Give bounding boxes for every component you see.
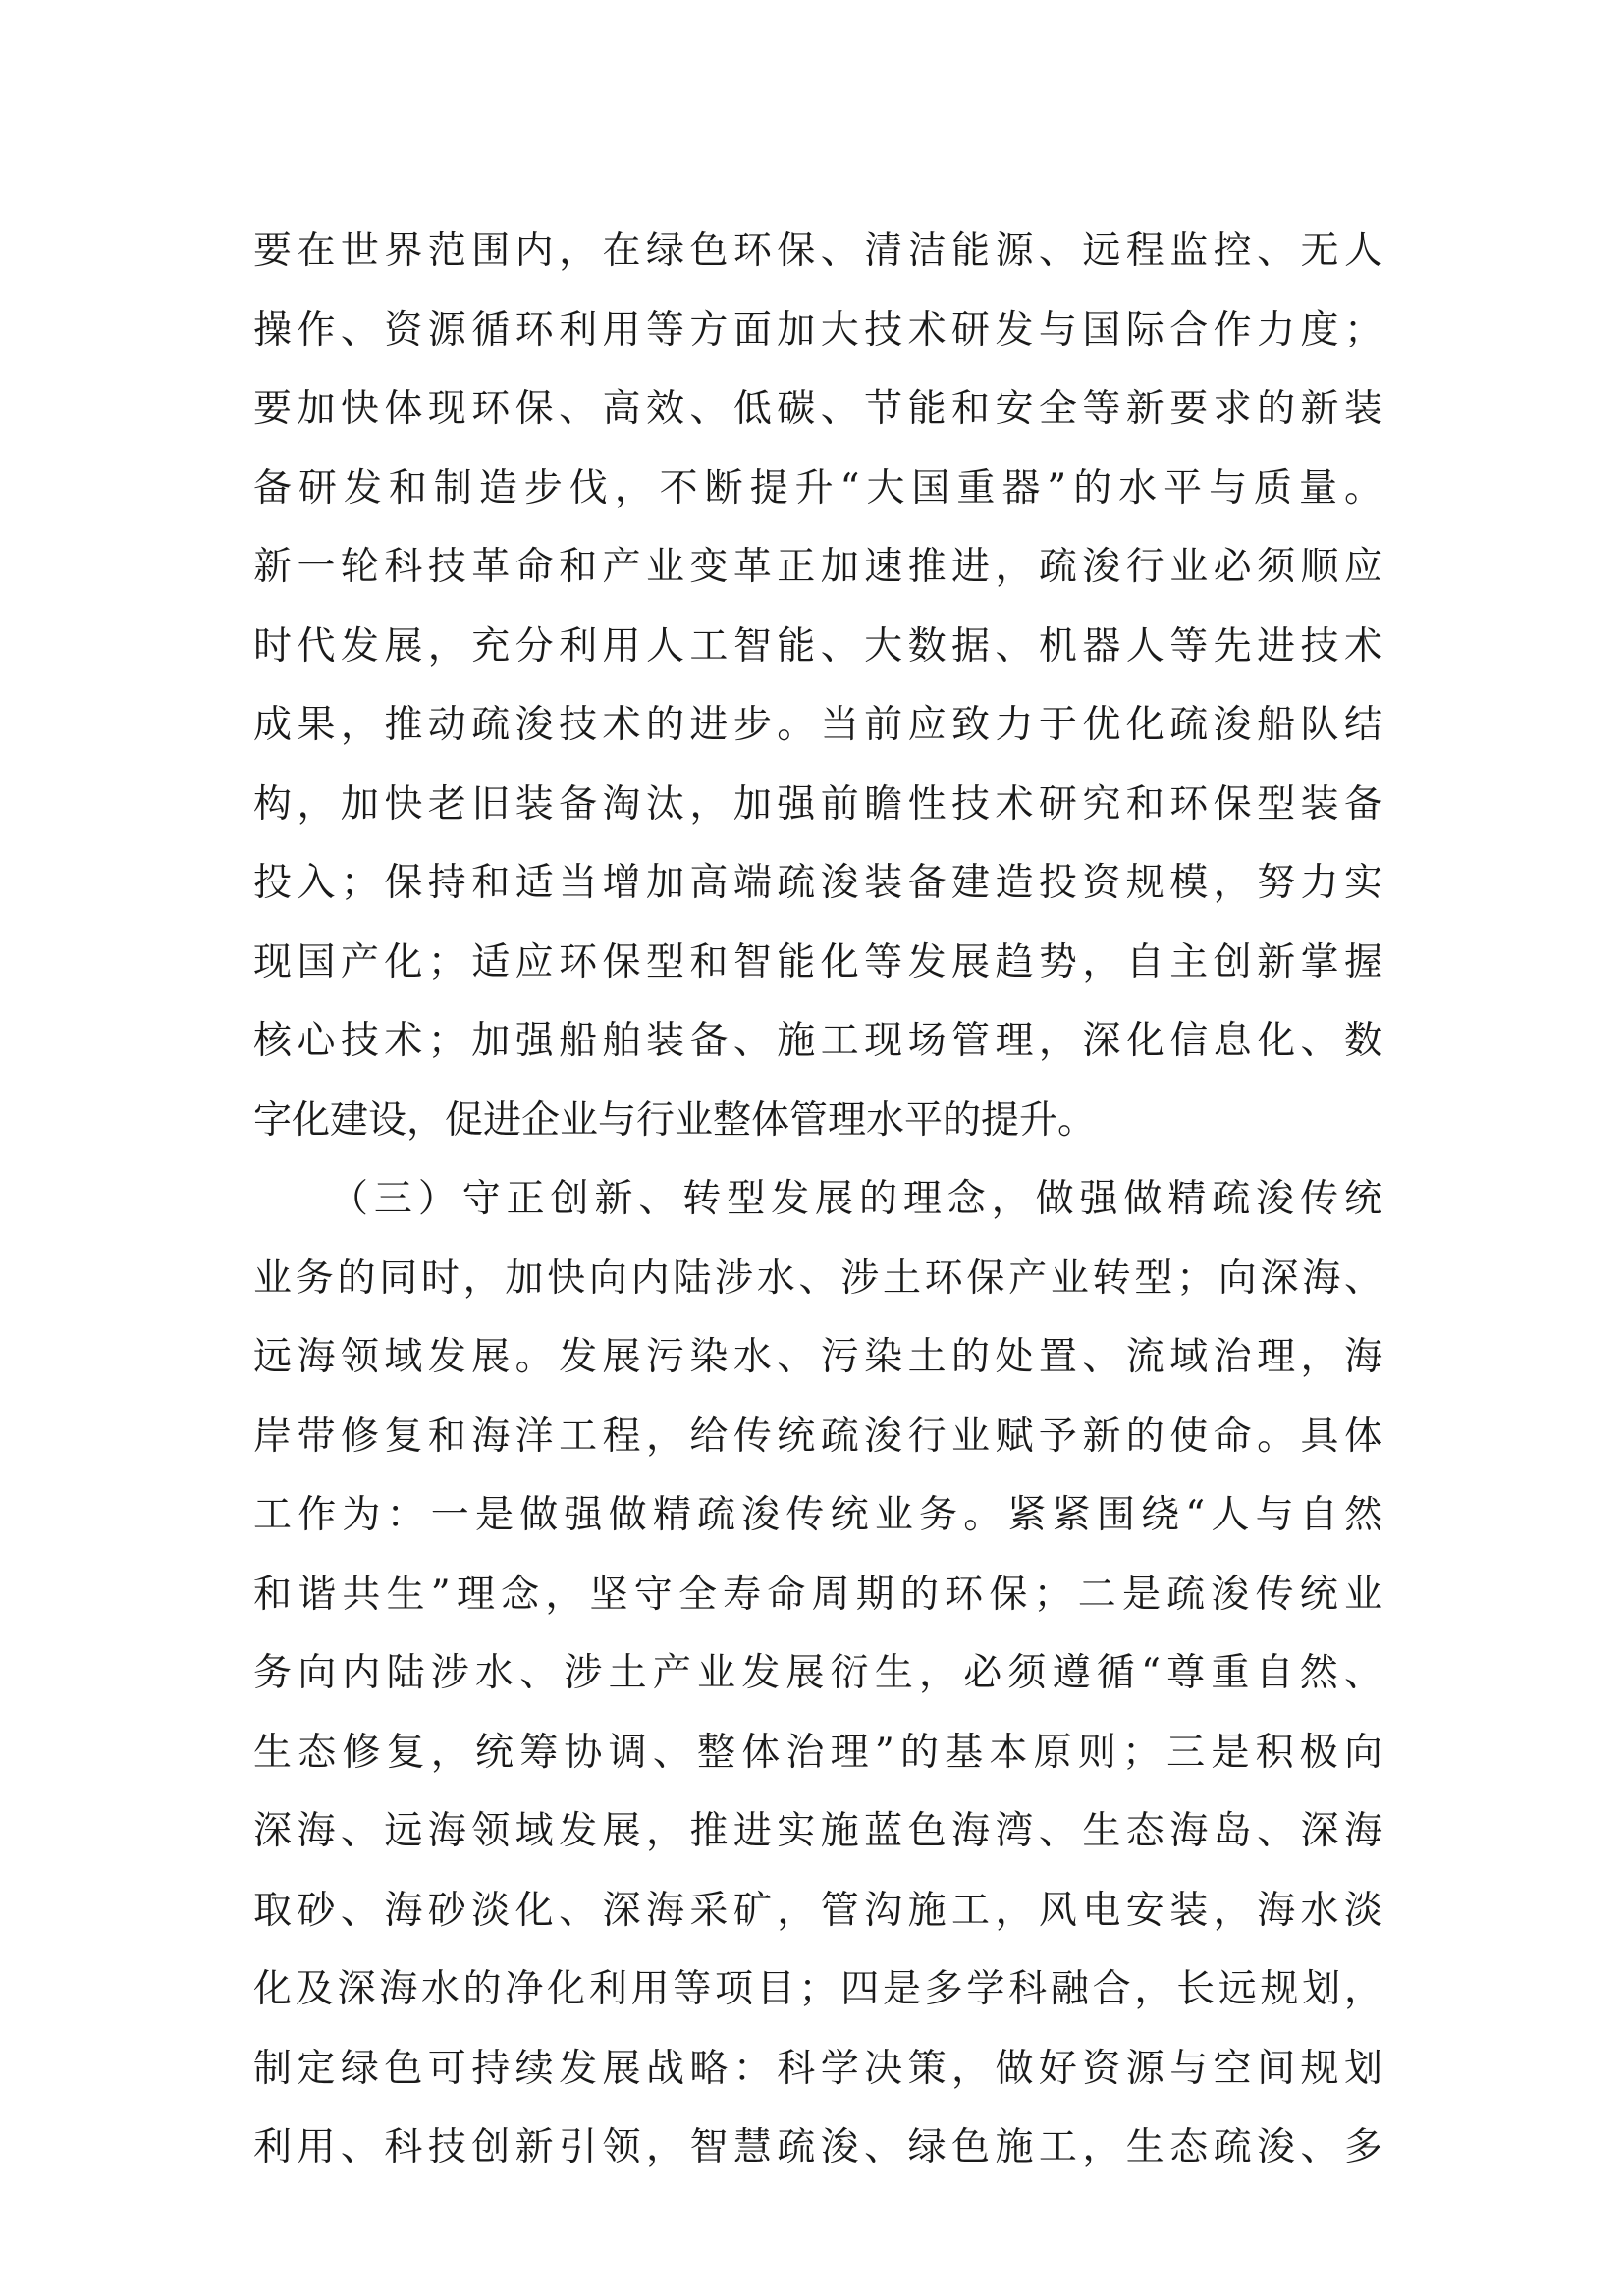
text-line: 取砂、海砂淡化、深海采矿，管沟施工，风电安装，海水淡 — [253, 1888, 1382, 1933]
text-line: 务向内陆涉水、涉土产业发展衍生，必须遵循“尊重自然、 — [253, 1651, 1382, 1695]
text-line: 岸带修复和海洋工程，给传统疏浚行业赋予新的使命。具体 — [253, 1414, 1382, 1459]
text-line: 备研发和制造步伐，不断提升“大国重器”的水平与质量。 — [253, 465, 1382, 510]
text-line: 核心技术；加强船舶装备、施工现场管理，深化信息化、数 — [253, 1019, 1382, 1063]
section-heading-line: （三）守正创新、转型发展的理念，做强做精疏浚传统 — [330, 1177, 1382, 1221]
body-text — [253, 212, 1382, 2188]
text-line: 深海、远海领域发展，推进实施蓝色海湾、生态海岛、深海 — [253, 1809, 1382, 1853]
text-line: 利用、科技创新引领，智慧疏浚、绿色施工，生态疏浚、多 — [253, 2125, 1382, 2169]
text-line: 工作为：一是做强做精疏浚传统业务。紧紧围绕“人与自然 — [253, 1493, 1382, 1537]
text-line: 要在世界范围内，在绿色环保、清洁能源、远程监控、无人 — [253, 229, 1382, 273]
text-line: 远海领域发展。发展污染水、污染土的处置、流域治理，海 — [253, 1335, 1382, 1379]
text-line: 要加快体现环保、高效、低碳、节能和安全等新要求的新装 — [253, 387, 1382, 431]
text-line: 现国产化；适应环保型和智能化等发展趋势，自主创新掌握 — [253, 939, 1382, 985]
text-line: 成果，推动疏浚技术的进步。当前应致力于优化疏浚船队结 — [253, 703, 1382, 747]
text-line: 投入；保持和适当增加高端疏浚装备建造投资规模，努力实 — [253, 861, 1382, 905]
text-line: 制定绿色可持续发展战略：科学决策，做好资源与空间规划 — [253, 2046, 1382, 2091]
text-line: 操作、资源循环利用等方面加大技术研发与国际合作力度； — [253, 307, 1382, 352]
text-line: 字化建设，促进企业与行业整体管理水平的提升。 — [253, 1097, 1097, 1143]
text-line: 化及深海水的净化利用等项目；四是多学科融合，长远规划， — [253, 1967, 1382, 2011]
text-line: 构，加快老旧装备淘汰，加强前瞻性技术研究和环保型装备 — [253, 781, 1382, 827]
text-line: 时代发展，充分利用人工智能、大数据、机器人等先进技术 — [253, 623, 1382, 668]
text-line: 业务的同时，加快向内陆涉水、涉土环保产业转型；向深海、 — [253, 1255, 1382, 1301]
text-line: 和谐共生”理念，坚守全寿命周期的环保；二是疏浚传统业 — [253, 1572, 1382, 1617]
text-line: 新一轮科技革命和产业变革正加速推进，疏浚行业必须顺应 — [253, 545, 1382, 589]
text-line: 生态修复，统筹协调、整体治理”的基本原则；三是积极向 — [253, 1730, 1382, 1775]
